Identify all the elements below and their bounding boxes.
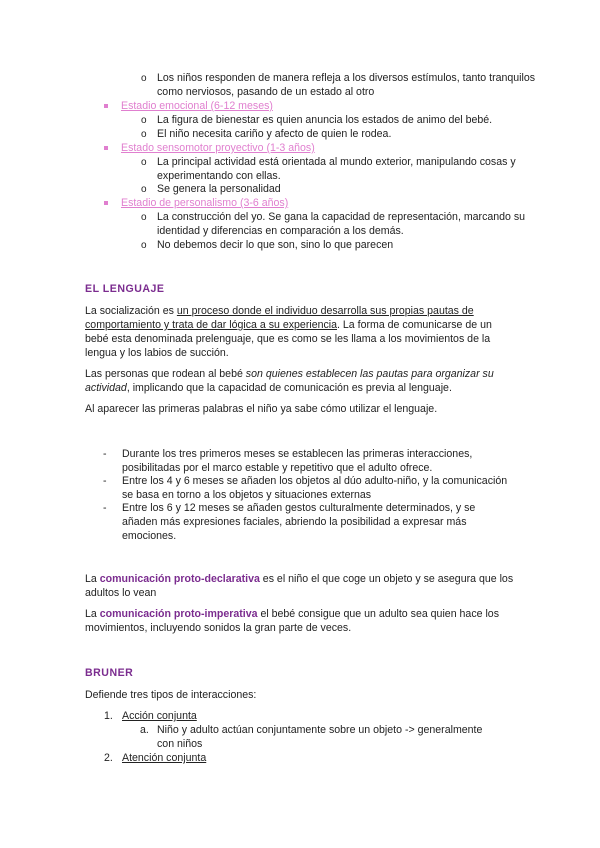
stage-link-emocional[interactable]: Estadio emocional (6-12 meses) bbox=[121, 100, 273, 112]
sub-bullet-marker: o bbox=[141, 212, 147, 223]
italic-text: son quienes establecen las pautas para organizar su actividad bbox=[85, 368, 494, 394]
list-item-accion-conjunta: Acción conjunta bbox=[122, 710, 197, 722]
paragraph-proto-imperativa bbox=[85, 607, 515, 635]
stage-link-personalismo[interactable]: Estadio de personalismo (3-6 años) bbox=[121, 197, 289, 209]
list-item: La figura de bienestar es quien anuncia los estados de animo del bebé. bbox=[157, 114, 493, 126]
text-run: el bebé consigue que un adulto sea quien hace los movimientos, incluyendo sonidos la gran parte de veces. bbox=[85, 608, 499, 634]
list-item: Se genera la personalidad bbox=[157, 183, 281, 195]
list-item: El niño necesita cariño y afecto de quien le rodea. bbox=[157, 128, 392, 140]
underlined-text: un proceso donde el individuo desarrolla sus propias pautas de comportamiento y trata de dar lógica a su experiencia bbox=[85, 305, 474, 331]
paragraph-personas bbox=[85, 367, 515, 395]
sub-bullet-marker: o bbox=[141, 240, 147, 251]
stage-link-sensomotor[interactable]: Estado sensomotor proyectivo (1-3 años) bbox=[121, 142, 315, 154]
sub-bullet-marker: o bbox=[141, 129, 147, 140]
list-item: Durante los tres primeros meses se establecen las primeras interacciones, posibilitadas por el marco estable y repetitivo que el adulto ofrece. bbox=[122, 448, 473, 474]
list-number: 2. bbox=[104, 752, 113, 764]
list-item: La construcción del yo. Se gana la capacidad de representación, marcando su identidad y diferencias en comparación a los demás. bbox=[157, 211, 526, 237]
list-item: Entre los 4 y 6 meses se añaden los objetos al dúo adulto-niño, y la comunicación se basa en torno a los objetos y situaciones externas bbox=[122, 475, 508, 501]
square-bullet-icon bbox=[104, 146, 108, 150]
sub-bullet-marker: o bbox=[141, 184, 147, 195]
paragraph-primeras-palabras: Al aparecer las primeras palabras el niño ya sabe cómo utilizar el lenguaje. bbox=[85, 403, 438, 415]
text-run: La bbox=[85, 608, 100, 620]
text-run: Las personas que rodean al bebé bbox=[85, 368, 246, 380]
list-item: Niño y adulto actúan conjuntamente sobre un objeto -> generalmente con niños bbox=[157, 724, 483, 750]
list-item: La principal actividad está orientada al mundo exterior, manipulando cosas y experimentando con ellas. bbox=[157, 156, 516, 182]
sub-bullet-marker: o bbox=[141, 73, 147, 84]
dash-marker: - bbox=[103, 475, 107, 487]
list-item: Los niños responden de manera refleja a los diversos estímulos, tanto tranquilos como nerviosos, pasando de un estado al otro bbox=[157, 72, 536, 98]
list-item: Entre los 6 y 12 meses se añaden gestos culturalmente determinados, y se añaden más expresiones faciales, abriendo la posibilidad a expresar más emociones. bbox=[122, 502, 476, 542]
section-heading-lenguaje: EL LENGUAJE bbox=[85, 283, 165, 295]
dash-marker: - bbox=[103, 502, 107, 514]
text-run: . La forma de comunicarse de un bebé esta denominada prelenguaje, que es como se les llama a los movimientos de la lengua y los labios de succión. bbox=[85, 319, 492, 359]
highlighted-term: comunicación proto-declarativa bbox=[99, 573, 260, 585]
paragraph-socializacion bbox=[85, 304, 515, 360]
sub-bullet-marker: o bbox=[141, 157, 147, 168]
text-run: , implicando que la capacidad de comunicación es previa al lenguaje. bbox=[126, 382, 452, 394]
paragraph-proto-declarativa bbox=[85, 572, 515, 600]
square-bullet-icon bbox=[104, 201, 108, 205]
list-letter: a. bbox=[140, 724, 149, 736]
text-run: es el niño el que coge un objeto y se asegura que los adultos lo vean bbox=[85, 573, 514, 599]
sub-bullet-marker: o bbox=[141, 115, 147, 126]
list-item: No debemos decir lo que son, sino lo que parecen bbox=[157, 239, 394, 251]
section-heading-bruner: BRUNER bbox=[85, 667, 134, 679]
highlighted-term: comunicación proto-imperativa bbox=[99, 608, 258, 620]
text-run: La bbox=[85, 573, 100, 585]
square-bullet-icon bbox=[104, 104, 108, 108]
list-item-atencion-conjunta: Atención conjunta bbox=[122, 752, 207, 764]
text-run: La socialización es bbox=[85, 305, 177, 317]
paragraph-interacciones: Defiende tres tipos de interacciones: bbox=[85, 689, 257, 701]
dash-marker: - bbox=[103, 448, 107, 460]
list-number: 1. bbox=[104, 710, 113, 722]
